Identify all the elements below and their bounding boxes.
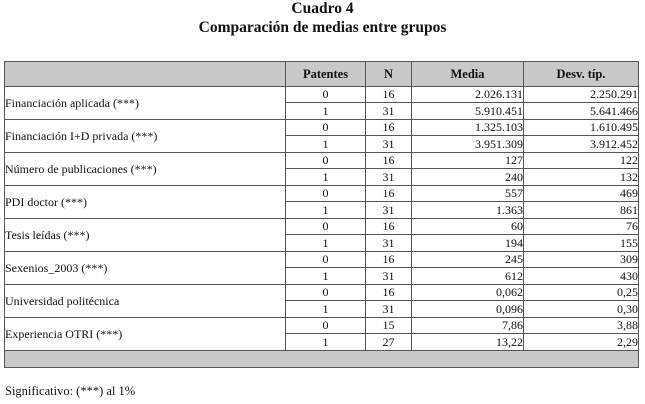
media-cell: 1.363 — [412, 202, 524, 219]
patentes-cell: 1 — [286, 334, 366, 351]
desv-tip-cell: 309 — [524, 252, 639, 268]
table-title: Comparación de medias entre grupos — [198, 19, 447, 36]
media-cell: 5.910.451 — [412, 103, 524, 120]
desv-tip-cell: 122 — [524, 153, 639, 169]
n-cell: 16 — [366, 153, 412, 169]
header-row — [5, 62, 639, 87]
patentes-cell: 1 — [286, 136, 366, 153]
media-cell: 240 — [412, 169, 524, 186]
table-row — [5, 120, 639, 136]
table-row — [5, 219, 639, 235]
patentes-cell: 0 — [286, 153, 366, 169]
variable-label: Sexenios_2003 (***) — [5, 252, 286, 285]
desv-tip-cell: 1.610.495 — [524, 120, 639, 136]
n-cell: 31 — [366, 136, 412, 153]
n-cell: 16 — [366, 219, 412, 235]
n-cell: 16 — [366, 120, 412, 136]
variable-label: PDI doctor (***) — [5, 186, 286, 219]
patentes-cell: 0 — [286, 318, 366, 334]
media-cell: 612 — [412, 268, 524, 285]
table-bottom-band — [5, 351, 639, 368]
patentes-cell: 1 — [286, 235, 366, 252]
media-cell: 557 — [412, 186, 524, 202]
n-cell: 16 — [366, 252, 412, 268]
n-cell: 31 — [366, 103, 412, 120]
desv-tip-cell: 430 — [524, 268, 639, 285]
n-cell: 31 — [366, 268, 412, 285]
variable-label: Financiación I+D privada (***) — [5, 120, 286, 153]
table-bottom-band-cell — [5, 351, 639, 368]
comparison-table — [4, 61, 639, 368]
variable-label: Financiación aplicada (***) — [5, 87, 286, 120]
table-row — [5, 285, 639, 301]
footnote: Significativo: (***) al 1% — [5, 384, 136, 398]
media-cell: 194 — [412, 235, 524, 252]
header-patentes: Patentes — [286, 62, 366, 87]
desv-tip-cell: 0,30 — [524, 301, 639, 318]
desv-tip-cell: 155 — [524, 235, 639, 252]
media-cell: 1.325.103 — [412, 120, 524, 136]
table-row — [5, 186, 639, 202]
patentes-cell: 0 — [286, 87, 366, 103]
header-desv-tip: Desv. típ. — [524, 62, 639, 87]
desv-tip-cell: 3,88 — [524, 318, 639, 334]
media-cell: 2.026.131 — [412, 87, 524, 103]
n-cell: 31 — [366, 235, 412, 252]
patentes-cell: 0 — [286, 186, 366, 202]
patentes-cell: 0 — [286, 120, 366, 136]
n-cell: 27 — [366, 334, 412, 351]
table-number: Cuadro 4 — [291, 0, 354, 17]
patentes-cell: 0 — [286, 285, 366, 301]
desv-tip-cell: 861 — [524, 202, 639, 219]
media-cell: 13,22 — [412, 334, 524, 351]
desv-tip-cell: 132 — [524, 169, 639, 186]
variable-label: Número de publicaciones (***) — [5, 153, 286, 186]
desv-tip-cell: 3.912.452 — [524, 136, 639, 153]
table-row — [5, 252, 639, 268]
n-cell: 16 — [366, 285, 412, 301]
desv-tip-cell: 469 — [524, 186, 639, 202]
desv-tip-cell: 2,29 — [524, 334, 639, 351]
n-cell: 15 — [366, 318, 412, 334]
patentes-cell: 1 — [286, 202, 366, 219]
desv-tip-cell: 76 — [524, 219, 639, 235]
patentes-cell: 0 — [286, 219, 366, 235]
media-cell: 0,096 — [412, 301, 524, 318]
media-cell: 7,86 — [412, 318, 524, 334]
variable-label: Experiencia OTRI (***) — [5, 318, 286, 351]
patentes-cell: 0 — [286, 252, 366, 268]
n-cell: 16 — [366, 186, 412, 202]
n-cell: 31 — [366, 169, 412, 186]
media-cell: 60 — [412, 219, 524, 235]
patentes-cell: 1 — [286, 268, 366, 285]
n-cell: 31 — [366, 301, 412, 318]
table-row — [5, 318, 639, 334]
media-cell: 127 — [412, 153, 524, 169]
table-row — [5, 153, 639, 169]
desv-tip-cell: 2.250.291 — [524, 87, 639, 103]
header-variable — [5, 62, 286, 87]
table-row — [5, 87, 639, 103]
desv-tip-cell: 5.641.466 — [524, 103, 639, 120]
patentes-cell: 1 — [286, 103, 366, 120]
media-cell: 245 — [412, 252, 524, 268]
variable-label: Universidad politécnica — [5, 285, 286, 318]
media-cell: 0,062 — [412, 285, 524, 301]
media-cell: 3.951.309 — [412, 136, 524, 153]
desv-tip-cell: 0,25 — [524, 285, 639, 301]
n-cell: 16 — [366, 87, 412, 103]
header-n: N — [366, 62, 412, 87]
n-cell: 31 — [366, 202, 412, 219]
variable-label: Tesis leídas (***) — [5, 219, 286, 252]
patentes-cell: 1 — [286, 169, 366, 186]
header-media: Media — [412, 62, 524, 87]
patentes-cell: 1 — [286, 301, 366, 318]
